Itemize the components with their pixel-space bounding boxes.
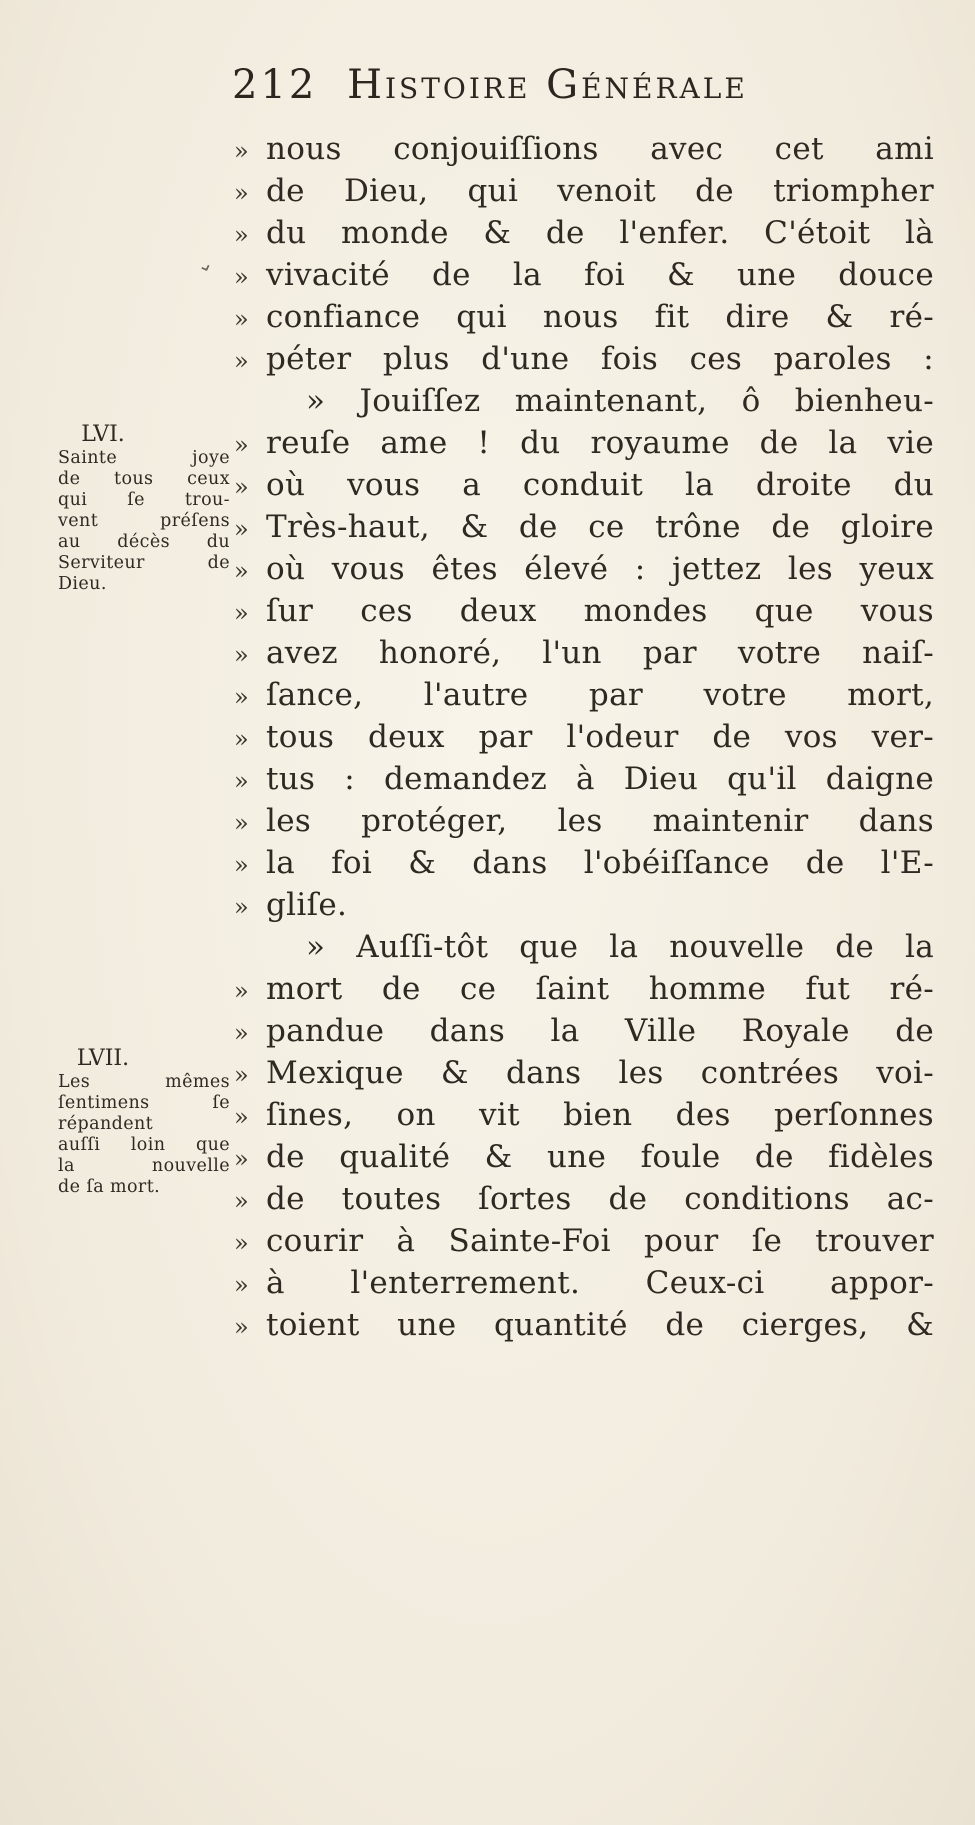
line-text: à l'enterrement. Ceux-ci appor- [266, 1265, 934, 1301]
guillemet-mark: » [234, 641, 249, 669]
text-line [234, 296, 934, 338]
text-line [234, 800, 934, 842]
guillemet-mark: » [234, 977, 249, 1005]
margin-note-line: de tous ceux [58, 469, 230, 489]
guillemet-mark: » [234, 305, 249, 333]
line-text: ſance, l'autre par votre mort, [266, 677, 934, 713]
line-text: du monde & de l'enfer. C'étoit là [266, 215, 934, 251]
running-title: Histoire Générale [347, 62, 748, 108]
line-text: la foi & dans l'obéiſſance de l'E- [266, 845, 934, 881]
line-text: tous deux par l'odeur de vos ver- [266, 719, 934, 755]
line-text: confiance qui nous fit dire & ré- [266, 299, 934, 335]
line-text: de toutes ſortes de conditions ac- [266, 1181, 934, 1217]
text-line [234, 548, 934, 590]
text-line [234, 254, 934, 296]
guillemet-mark: » [234, 893, 249, 921]
guillemet-mark: » [234, 1145, 249, 1173]
line-text: nous conjouiſſions avec cet ami [266, 131, 934, 167]
text-line [234, 758, 934, 800]
line-text: tus : demandez à Dieu qu'il daigne [266, 761, 934, 797]
line-text: courir à Sainte-Foi pour ſe trouver [266, 1223, 934, 1259]
text-line [234, 1136, 934, 1178]
line-text: les protéger, les maintenir dans [266, 803, 934, 839]
text-line [234, 926, 934, 968]
margin-tick-mark: ⌄ [192, 249, 217, 279]
text-line [234, 674, 934, 716]
guillemet-mark: » [234, 557, 249, 585]
line-text: avez honoré, l'un par votre naiſ- [266, 635, 934, 671]
line-text: de Dieu, qui venoit de triompher [266, 173, 934, 209]
margin-note-lvi [58, 422, 230, 595]
guillemet-mark: » [234, 1103, 249, 1131]
margin-note-line: vent préſens [58, 511, 230, 531]
guillemet-mark: » [234, 725, 249, 753]
line-text: vivacité de la foi & une douce [266, 257, 934, 293]
guillemet-mark: » [234, 179, 249, 207]
guillemet-mark: » [234, 683, 249, 711]
margin-note-line: la nouvelle [58, 1156, 230, 1176]
margin-note-lines [58, 1072, 230, 1198]
guillemet-mark: » [234, 851, 249, 879]
guillemet-mark: » [234, 767, 249, 795]
text-line [234, 842, 934, 884]
line-text: péter plus d'une fois ces paroles : [266, 341, 934, 377]
guillemet-mark: » [234, 221, 249, 249]
line-text: où vous a conduit la droite du [266, 467, 934, 503]
guillemet-mark: » [234, 1271, 249, 1299]
guillemet-mark: » [234, 137, 249, 165]
margin-note-line: Serviteur de [58, 553, 230, 573]
text-line [234, 506, 934, 548]
text-line [234, 968, 934, 1010]
guillemet-mark: » [234, 1313, 249, 1341]
margin-note-line: répandent [58, 1114, 154, 1134]
line-text: pandue dans la Ville Royale de [266, 1013, 934, 1049]
guillemet-mark: » [234, 1229, 249, 1257]
line-text: ſur ces deux mondes que vous [266, 593, 934, 629]
text-line [234, 1094, 934, 1136]
text-line [234, 590, 934, 632]
margin-note-line: de ſa mort. [58, 1177, 161, 1197]
guillemet-mark: » [234, 431, 249, 459]
page-number: 212 [232, 62, 318, 108]
text-line [234, 1052, 934, 1094]
text-line [234, 1304, 934, 1346]
text-line [234, 1262, 934, 1304]
guillemet-mark: » [234, 599, 249, 627]
running-head [232, 62, 748, 108]
text-line [234, 422, 934, 464]
margin-note-number: LVI. [81, 422, 125, 447]
text-line [234, 632, 934, 674]
guillemet-mark: » [234, 1187, 249, 1215]
line-text: » Jouiſſez maintenant, ô bienheu- [306, 383, 934, 419]
guillemet-mark: » [234, 473, 249, 501]
text-line [234, 716, 934, 758]
text-line [234, 1010, 934, 1052]
line-text: Mexique & dans les contrées voi- [266, 1055, 934, 1091]
line-text: reuſe ame ! du royaume de la vie [266, 425, 934, 461]
line-text: où vous êtes élevé : jettez les yeux [266, 551, 934, 587]
text-line [234, 170, 934, 212]
guillemet-mark: » [234, 809, 249, 837]
text-line [234, 884, 934, 926]
guillemet-mark: » [234, 263, 249, 291]
line-text: mort de ce ſaint homme fut ré- [266, 971, 934, 1007]
margin-note-line: auſſi loin que [58, 1135, 230, 1155]
guillemet-mark: » [234, 1061, 249, 1089]
text-line [234, 338, 934, 380]
margin-note-line: ſentimens ſe [58, 1093, 230, 1113]
margin-note-line: Dieu. [58, 574, 107, 594]
line-text: toient une quantité de cierges, & [266, 1307, 934, 1343]
margin-note-number: LVII. [76, 1046, 130, 1071]
margin-note-line: Sainte joye [58, 448, 230, 468]
text-line [234, 1178, 934, 1220]
guillemet-mark: » [234, 1019, 249, 1047]
margin-note-line: qui ſe trou- [58, 490, 230, 510]
margin-note-line: au décès du [58, 532, 230, 552]
guillemet-mark: » [234, 347, 249, 375]
text-line [234, 380, 934, 422]
main-text [234, 128, 934, 1346]
text-line [234, 128, 934, 170]
text-line [234, 464, 934, 506]
line-text: gliſe. [266, 887, 348, 923]
text-line [234, 212, 934, 254]
margin-note-line: Les mêmes [58, 1072, 230, 1092]
line-text: Très-haut, & de ce trône de gloire [266, 509, 934, 545]
text-line [234, 1220, 934, 1262]
line-text: de qualité & une foule de fidèles [266, 1139, 934, 1175]
margin-note-lvii [58, 1046, 230, 1198]
line-text: » Auſſi-tôt que la nouvelle de la [306, 929, 934, 965]
guillemet-mark: » [234, 515, 249, 543]
margin-note-lines [58, 448, 230, 595]
line-text: ſines, on vit bien des perſonnes [266, 1097, 934, 1133]
